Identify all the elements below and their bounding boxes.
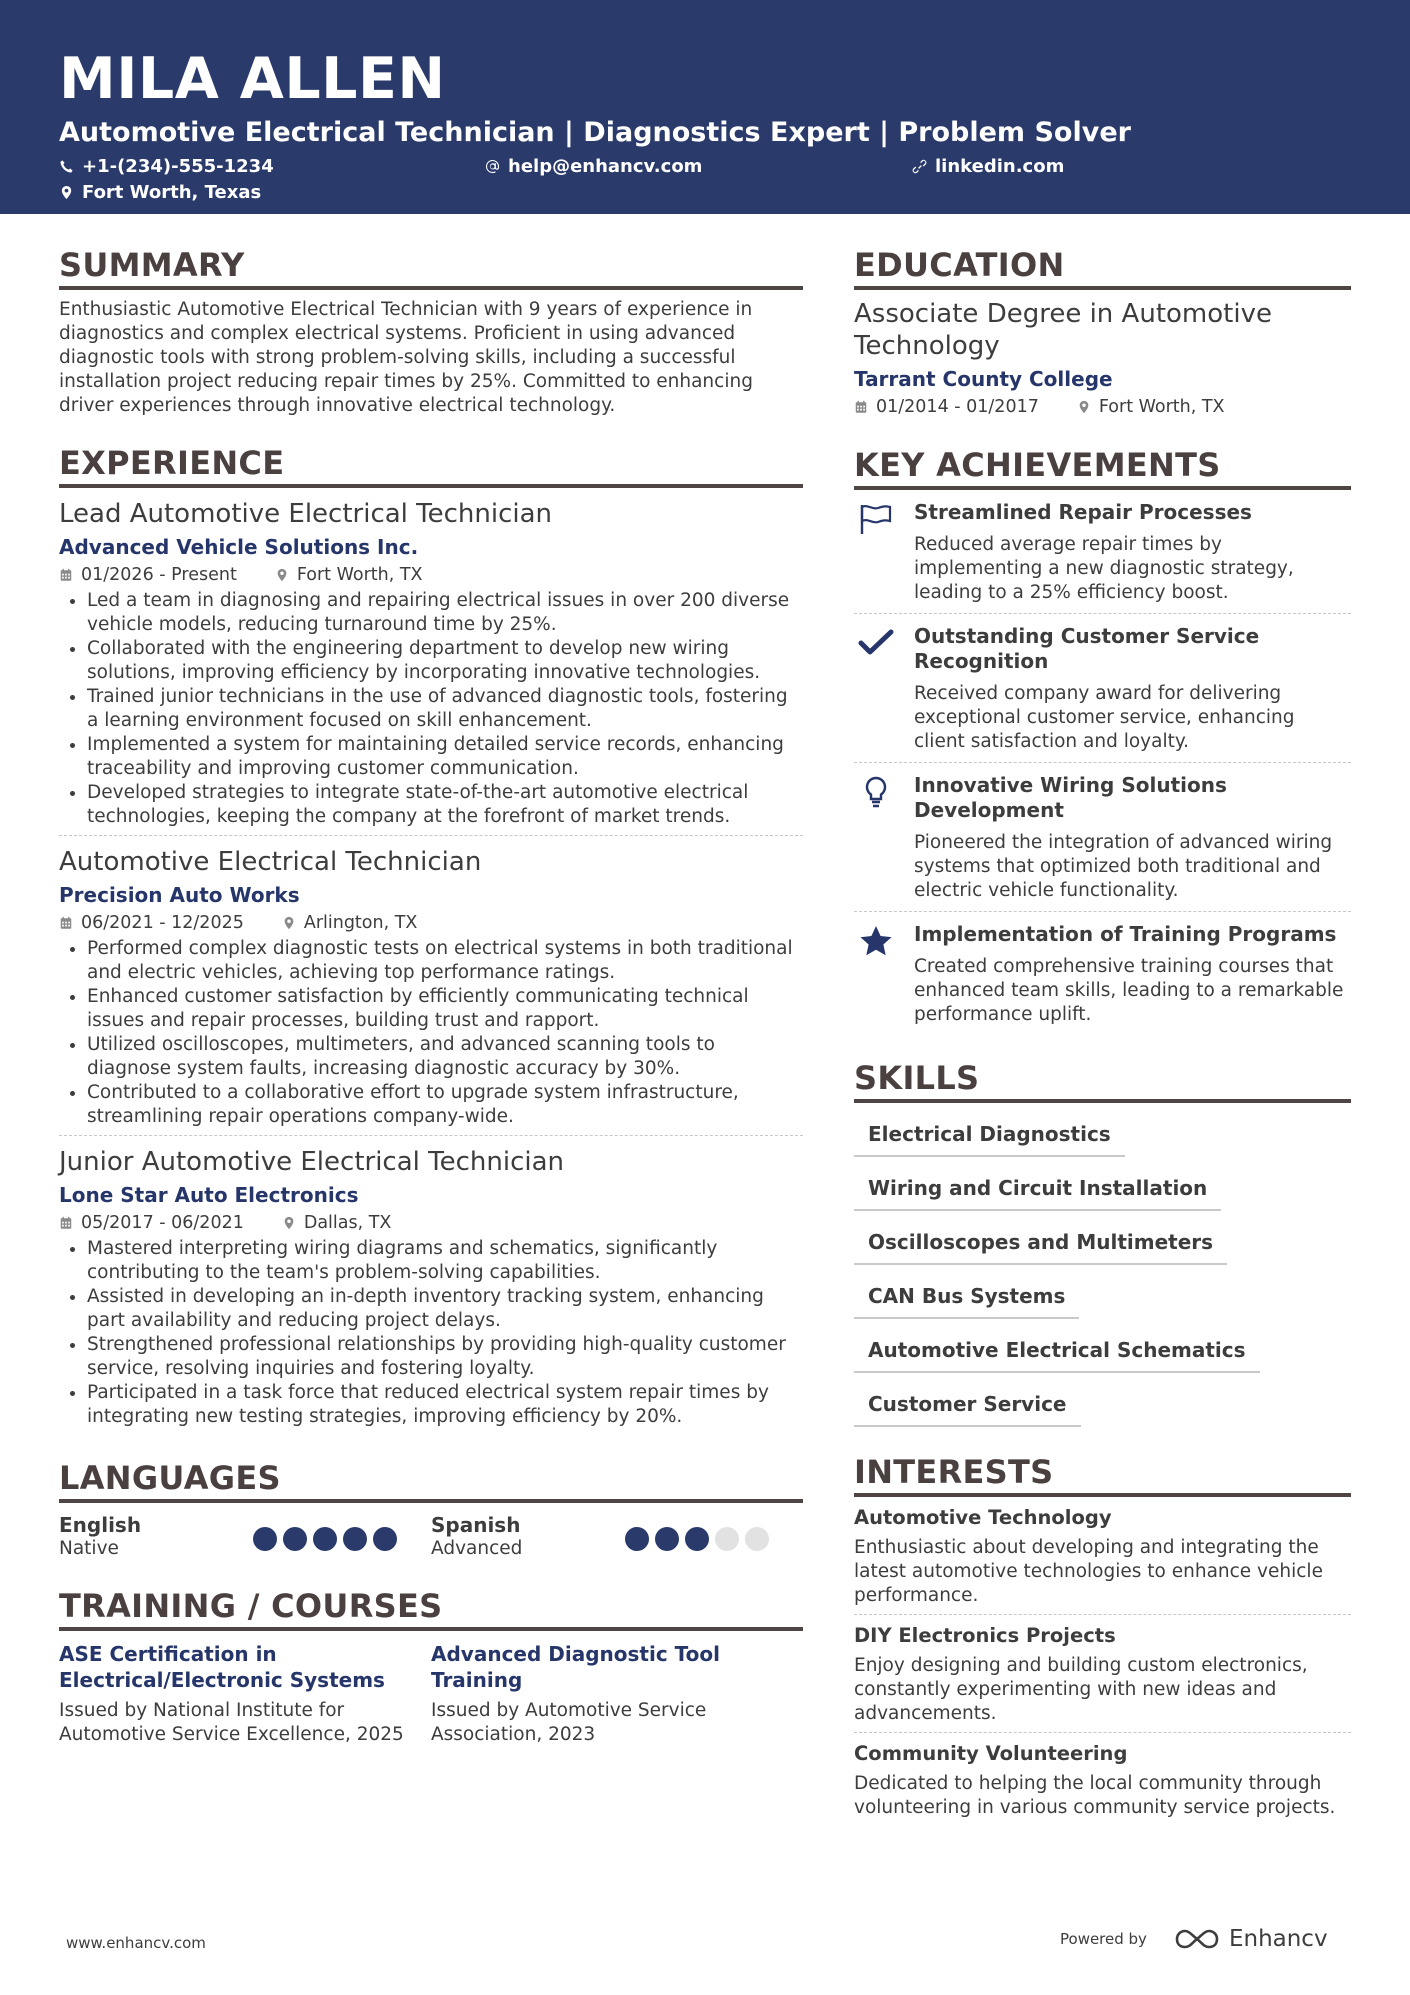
language-level: Native	[59, 1538, 119, 1559]
achievement-body	[914, 624, 1351, 754]
achievement-description: Received company award for delivering exceptional customer service, enhancing client satisfaction and loyalty.	[914, 683, 1295, 752]
interest-entry	[854, 1733, 1351, 1826]
summary-section	[59, 246, 803, 418]
lightbulb-icon	[858, 775, 894, 809]
achievement-entry	[854, 614, 1351, 763]
achievement-description: Reduced average repair times by implementing a new diagnostic strategy, leading to a 25% efficiency boost.	[914, 534, 1294, 603]
brand-name: Enhancv	[1228, 1926, 1328, 1952]
calendar-icon	[59, 568, 73, 582]
calendar-icon	[59, 916, 73, 930]
education-heading: EDUCATION	[854, 246, 1351, 290]
job-bullets	[59, 1237, 803, 1429]
skill-tag: Automotive Electrical Schematics	[854, 1337, 1260, 1373]
job-bullet: • Enhanced customer satisfaction by efficiently communicating technical issues and repair processes, building trust and rapport.	[87, 985, 803, 1033]
job-dates: 05/2017 - 06/2021	[81, 1213, 244, 1233]
achievement-entry	[854, 490, 1351, 614]
skill-tag: Customer Service	[854, 1391, 1081, 1427]
location-text: Fort Worth, Texas	[82, 182, 262, 203]
skill-tag: Oscilloscopes and Multimeters	[854, 1229, 1227, 1265]
rating-dot	[283, 1527, 307, 1551]
job-bullet: • Trained junior technicians in the use of advanced diagnostic tools, fostering a learning environment focused on skill enhancement.	[87, 685, 803, 733]
language-level: Advanced	[431, 1538, 523, 1559]
footer-website[interactable]: www.enhancv.com	[66, 1934, 206, 1952]
job-bullet: • Utilized oscilloscopes, multimeters, and advanced scanning tools to diagnose system faults, increasing diagnostic accuracy by 30%.	[87, 1033, 803, 1081]
achievement-title: Streamlined Repair Processes	[914, 500, 1252, 524]
language-text	[431, 1513, 522, 1561]
job-meta	[59, 564, 803, 586]
interest-list	[854, 1497, 1351, 1826]
job-bullet: • Performed complex diagnostic tests on electrical systems in both traditional and electric vehicles, achieving top performance ratings.	[87, 937, 803, 985]
job-title: Junior Automotive Electrical Technician	[59, 1147, 565, 1177]
email-text: help@enhancv.com	[508, 156, 703, 177]
star-icon	[858, 924, 894, 958]
achievement-title: Outstanding Customer Service Recognition	[914, 624, 1260, 673]
achievement-icon-wrap	[854, 500, 898, 605]
interests-section	[854, 1453, 1351, 1826]
language-name: English	[59, 1513, 142, 1537]
job-bullet: • Implemented a system for maintaining detailed service records, enhancing traceability and improving customer communication.	[87, 733, 803, 781]
achievement-icon-wrap	[854, 773, 898, 903]
skill-tag: CAN Bus Systems	[854, 1283, 1079, 1319]
job-location: Arlington, TX	[303, 913, 418, 933]
course-entry	[431, 1641, 803, 1747]
contact-linkedin[interactable]	[912, 156, 1064, 177]
experience-section	[59, 444, 803, 1435]
left-column	[59, 214, 803, 1747]
interest-title: Automotive Technology	[854, 1506, 1112, 1529]
interest-description: Dedicated to helping the local community through volunteering in various community service projects.	[854, 1773, 1336, 1818]
at-sign-icon	[485, 159, 500, 174]
languages-heading: LANGUAGES	[59, 1459, 803, 1503]
course-description: Issued by National Institute for Automotive Service Excellence, 2025	[59, 1700, 404, 1745]
interests-heading: INTERESTS	[854, 1453, 1351, 1497]
candidate-name: MILA ALLEN	[59, 46, 446, 112]
contact-info	[59, 156, 1351, 208]
enhancv-logo-icon	[1173, 1926, 1221, 1952]
interest-entry	[854, 1497, 1351, 1615]
experience-heading: EXPERIENCE	[59, 444, 803, 488]
right-column	[854, 214, 1351, 1826]
course-description: Issued by Automotive Service Association, 2023	[431, 1700, 707, 1745]
education-meta	[854, 396, 1351, 418]
achievement-description: Pioneered the integration of advanced wiring systems that optimized both traditional and electric vehicle functionality.	[914, 832, 1333, 901]
achievement-body	[914, 773, 1351, 903]
candidate-headline: Automotive Electrical Technician | Diagnostics Expert | Problem Solver	[59, 117, 1131, 148]
education-degree: Associate Degree in Automotive Technology	[854, 299, 1272, 361]
contact-phone[interactable]	[59, 156, 274, 177]
job-meta	[59, 1212, 803, 1234]
language-name: Spanish	[431, 1513, 521, 1537]
job-title: Automotive Electrical Technician	[59, 847, 482, 877]
rating-dot	[715, 1527, 739, 1551]
skill-tag: Electrical Diagnostics	[854, 1121, 1125, 1157]
rating-dot	[313, 1527, 337, 1551]
achievement-title: Innovative Wiring Solutions Development	[914, 773, 1227, 822]
interest-description: Enthusiastic about developing and integrating the latest automotive technologies to enhance vehicle performance.	[854, 1537, 1323, 1606]
language-rating	[625, 1527, 769, 1551]
location-pin-icon	[275, 568, 289, 582]
contact-email[interactable]	[485, 156, 702, 177]
interest-title: DIY Electronics Projects	[854, 1624, 1116, 1647]
achievement-list	[854, 490, 1351, 1035]
location-pin-icon	[59, 185, 74, 200]
achievement-body	[914, 500, 1351, 605]
achievement-description: Created comprehensive training courses that enhanced team skills, leading to a remarkable performance uplift.	[914, 956, 1344, 1025]
job-entry	[59, 488, 803, 836]
interest-entry	[854, 1615, 1351, 1733]
skill-tag: Wiring and Circuit Installation	[854, 1175, 1221, 1211]
language-entry	[431, 1513, 803, 1561]
achievement-icon-wrap	[854, 922, 898, 1027]
job-dates: 01/2026 - Present	[81, 565, 237, 585]
job-bullet: • Collaborated with the engineering department to develop new wiring solutions, improving efficiency by incorporating innovative technologies.	[87, 637, 803, 685]
education-section	[854, 246, 1351, 418]
rating-dot	[253, 1527, 277, 1551]
education-location: Fort Worth, TX	[1098, 397, 1225, 417]
job-meta	[59, 912, 803, 934]
language-entry	[59, 1513, 431, 1561]
job-entry	[59, 1136, 803, 1435]
skills-heading: SKILLS	[854, 1059, 1351, 1103]
job-bullets	[59, 937, 803, 1129]
achievement-title: Implementation of Training Programs	[914, 922, 1337, 946]
location-pin-icon	[1077, 400, 1091, 414]
brand-logo[interactable]	[1173, 1926, 1328, 1952]
job-company: Precision Auto Works	[59, 883, 300, 907]
resume-header	[0, 0, 1410, 214]
job-location: Dallas, TX	[303, 1213, 392, 1233]
achievement-icon-wrap	[854, 624, 898, 754]
achievements-section	[854, 446, 1351, 1035]
language-text	[59, 1513, 141, 1561]
achievement-entry	[854, 912, 1351, 1035]
achievement-body	[914, 922, 1351, 1027]
language-list	[59, 1513, 803, 1561]
phone-icon	[59, 159, 74, 174]
education-school: Tarrant County College	[854, 367, 1113, 391]
powered-by-label: Powered by	[1060, 1930, 1147, 1948]
job-company: Advanced Vehicle Solutions Inc.	[59, 535, 419, 559]
location-pin-icon	[282, 1216, 296, 1230]
job-title: Lead Automotive Electrical Technician	[59, 499, 553, 529]
job-bullets	[59, 589, 803, 829]
flag-icon	[858, 502, 894, 536]
achievement-entry	[854, 763, 1351, 912]
link-icon	[912, 159, 927, 174]
summary-heading: SUMMARY	[59, 246, 803, 290]
job-bullet: • Mastered interpreting wiring diagrams and schematics, significantly contributing to the team's problem-solving capabilities.	[87, 1237, 803, 1285]
footer-branding	[1060, 1926, 1328, 1952]
location-pin-icon	[282, 916, 296, 930]
training-section	[59, 1587, 803, 1747]
calendar-icon	[854, 400, 868, 414]
linkedin-text: linkedin.com	[935, 156, 1065, 177]
job-company: Lone Star Auto Electronics	[59, 1183, 359, 1207]
calendar-icon	[59, 1216, 73, 1230]
job-bullet: • Led a team in diagnosing and repairing electrical issues in over 200 diverse vehicle models, reducing turnaround time by 25%.	[87, 589, 803, 637]
job-bullet: • Developed strategies to integrate state-of-the-art automotive electrical technologies, keeping the company at the forefront of market trends.	[87, 781, 803, 829]
job-dates: 06/2021 - 12/2025	[81, 913, 244, 933]
course-title: ASE Certification in Electrical/Electronic Systems	[59, 1642, 385, 1692]
rating-dot	[625, 1527, 649, 1551]
phone-text: +1-(234)-555-1234	[82, 156, 274, 177]
summary-text: Enthusiastic Automotive Electrical Technician with 9 years of experience in diagnostics and complex electrical systems. Proficient in using advanced diagnostic tools with strong problem-solving skills, including a successful installation project reducing repair times by 25%. Committed to enhancing driver experiences through innovative electrical technology.	[59, 299, 753, 416]
skill-list	[854, 1103, 1351, 1427]
rating-dot	[685, 1527, 709, 1551]
checkmark-icon	[858, 626, 894, 660]
course-entry	[59, 1641, 431, 1747]
language-rating	[253, 1527, 397, 1551]
interest-description: Enjoy designing and building custom electronics, constantly experimenting with new ideas and advancements.	[854, 1655, 1308, 1724]
training-heading: TRAINING / COURSES	[59, 1587, 803, 1631]
skills-section	[854, 1059, 1351, 1427]
job-bullet: • Assisted in developing an in-depth inventory tracking system, enhancing part availability and reducing project delays.	[87, 1285, 803, 1333]
languages-section	[59, 1459, 803, 1561]
job-location: Fort Worth, TX	[296, 565, 423, 585]
course-title: Advanced Diagnostic Tool Training	[431, 1642, 720, 1692]
job-entry	[59, 836, 803, 1136]
rating-dot	[373, 1527, 397, 1551]
job-bullet: • Contributed to a collaborative effort to upgrade system infrastructure, streamlining repair operations company-wide.	[87, 1081, 803, 1129]
rating-dot	[343, 1527, 367, 1551]
rating-dot	[745, 1527, 769, 1551]
achievements-heading: KEY ACHIEVEMENTS	[854, 446, 1351, 490]
interest-title: Community Volunteering	[854, 1742, 1128, 1765]
job-bullet: • Strengthened professional relationships by providing high-quality customer service, resolving inquiries and fostering loyalty.	[87, 1333, 803, 1381]
course-list	[59, 1641, 803, 1747]
job-bullet: • Participated in a task force that reduced electrical system repair times by integrating new testing strategies, improving efficiency by 20%.	[87, 1381, 803, 1429]
education-dates: 01/2014 - 01/2017	[876, 397, 1039, 417]
contact-location	[59, 182, 261, 203]
rating-dot	[655, 1527, 679, 1551]
job-list	[59, 488, 803, 1435]
